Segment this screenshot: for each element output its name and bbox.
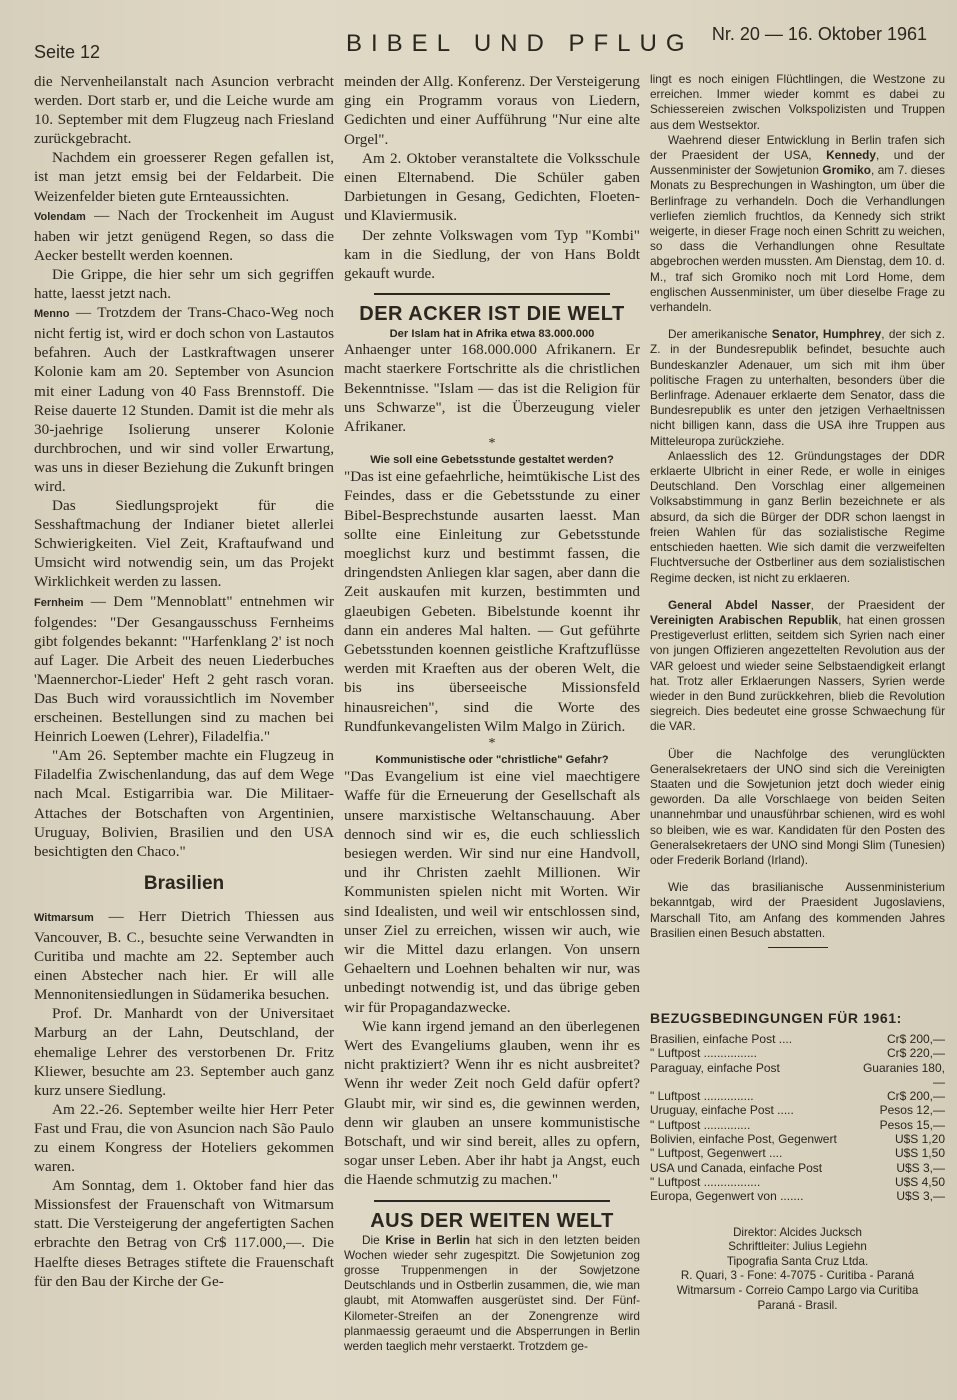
price-label: " Luftpost ............... [650,1089,754,1104]
article-text [34,907,334,1004]
article-text: , der Praesident der [810,597,945,612]
place-label: Volendam [34,210,86,223]
imprint-line: Witmarsum - Correio Campo Largo via Curitiba [676,1283,919,1297]
place-label: Menno [34,308,70,321]
page-number: Seite 12 [34,42,101,62]
column-3 [650,72,945,1313]
price-row [650,1089,945,1103]
imprint-line: R. Quari, 3 - Fone: 4-7075 - Curitiba - Paraná [680,1269,915,1283]
imprint-line: Direktor: Alcides Jucksch [733,1225,862,1239]
article-text [650,327,945,449]
article-text: hat sich in den letzten beiden Wochen wieder sehr zugespitzt. Die Sowjetunion zog grosse Truppenmengen in der Sowjetzone Deutschlands und in Ostberlin zusammen, die, wie man glaubt, mit Atomwaffen ausgerüstet sind. Der Fünf-Kilometer-Streifen an der Zonengrenze wird planmaessig geraeumt und die Absperrungen in Berlin werden taeglich mehr verstaerkt. Trotzdem ge- [344,1232,641,1353]
spacer [650,948,945,1010]
price-label: " Luftpost .............. [650,1117,751,1132]
price-row [650,1046,945,1060]
price-label: " Luftpost ................ [650,1046,757,1061]
section-heading: Brasilien [143,872,225,894]
article-text: Nachdem ein groesserer Regen gefallen ist, ist man jetzt emsig bei der Feldarbeit. Die Weizenfelder bieten gute Ernteaussichten. [34,149,334,205]
column-1 [34,72,334,1291]
article-text: Wie kann irgend jemand an den überlegenen Wert des Evangeliums glauben, wenn ihr es nicht praktiziert? Wenn ihr es nicht ausbreitet? Wenn ihr weder Zeit noch Geld dafür opfert? Glaubt mir, wir sind es, die gewinnen werden, denn wir glauben an unsere kommunistische Botschaft, und wir sind bereit, alles zu opfern, sogar unser Leben. Aber ihr habt ja Angst, euch die Haende schmutzig zu machen." [344,1017,640,1189]
price-row [650,1118,945,1132]
article-text: — Herr Dietrich Thiessen aus Vancouver, B. C., besuchte seine Verwandten in Curitiba und machte am 22. September auch einen Abstecher nach hier. Er will alle Mennonitensiedlungen in Südamerika besuchen. [34,907,334,1004]
article-text: "Am 26. September machte ein Flugzeug in Filadelfia Zwischenlandung, das auf dem Wege nach Mcal. Estigarribia war. Die Militaer-Attaches der Botschaften von Argentinien, Uruguay, Bolivien, Brasilien und den USA besichtigten den Chaco." [34,747,334,860]
article-text: Das Siedlungsprojekt für die Sesshaftmachung der Indianer bietet allerlei Schwierigkeiten. Viel Zeit, Kraftaufwand und Umsicht wird notwendig sein, um das Projekt Wirklichkeit werden zu lassen. [34,497,334,591]
article-text: Anhaenger unter 168.000.000 Afrikanern. Er macht staerkere Fortschritte als die christlichen Bekenntnisse. "Islam — das ist die Religion für uns Schwarze", ist die Überzeugung vieler Afrikaner. [344,341,640,436]
article-text: Am 2. Oktober veranstaltete die Volksschule einen Elternabend. Die Schüler gaben Darbietungen in Gesang, Gedichten, Floeten- und Klaviermusik. [344,149,640,225]
article-text: , hat einen grossen Prestigeverlust erlitten, seitdem sich Syrien nach einer von jungen Offizieren angezettelten Revolution aus der VAR geloest und wieder seine Selbstaendigkeit erlangt hat. Trotz aller Erklaerungen Nassers, Syrien werde wieder in den Bund zurückkehren, blieb die Revolution siegreich. Dies bedeutet eine grosse Schwaechung für die VAR. [650,612,945,734]
imprint-line: Schriftleiter: Julius Legiehn [728,1240,867,1254]
column-2 [344,72,640,1354]
price-value: Cr$ 220,— [886,1046,945,1061]
price-value: Pesos 15,— [879,1117,945,1132]
article-text: Anlaesslich des 12. Gründungstages der DDR erklaerte Ulbricht in einer Rede, er wolle in einiges Deutschland. Den Vorschlag einer allgemeinen Volksabstimmung in ganz Berlin bezeichnete er als absurd, da sich die Bürger der DDR schon laengst in freien Wahlen für das sozialistische Regime entschieden haetten. Wie sich damit die verzweifelten Fluchtversuche der Ostberliner aus dem sozialistischen Regime decken, ist nicht zu erklaeren. [650,448,945,585]
article-text: Am Sonntag, dem 1. Oktober fand hier das Missionsfest der Frauenschaft von Witmarsum statt. Die Versteigerung der angefertigten Sachen erbrachte den Betrag von Cr$ 117.000,—. Die Haelfte dieses Betrages stiftete die Frauenschaft für den Bau der Kirche der Ge- [34,1177,334,1290]
price-row [650,1146,945,1160]
article-text: Der zehnte Volkswagen vom Typ "Kombi" kam in die Siedlung, der von Hans Boldt gekauft wurde. [344,226,640,283]
price-row [650,1061,945,1090]
price-value: Guaranies 180,— [862,1060,945,1089]
price-row [650,1161,945,1175]
article-text: — Nach der Trockenheit im August haben wir jetzt genügend Regen, so dass die Aecker bestellt werden koennen. [34,206,334,264]
price-row [650,1189,945,1203]
imprint-line: Tipografia Santa Cruz Ltda. [726,1254,869,1268]
heading-text: AUS DER WEITEN WELT [370,1209,614,1232]
article-text [34,592,334,747]
article-text: Die Grippe, die hier sehr um sich gegriffen hatte, laesst jetzt nach. [34,265,334,303]
masthead [34,24,927,64]
price-label: " Luftpost ................. [650,1174,761,1189]
issue-date: Nr. 20 — 16. Oktober 1961 [711,24,927,44]
price-value: Cr$ 200,— [886,1089,945,1104]
highlight: Senator, Humphrey [771,327,882,342]
article-text: Prof. Dr. Manhardt von der Universitaet Marburg an der Lahn, Deutschland, der ehemalige Lehrer des verstorbenen Dr. Fritz Kliewer, besuchte am 23. September auch ganz kurz unsere Siedlung. [34,1005,334,1099]
publication-title: BIBEL UND PFLUG [346,30,694,57]
article-text: "Das Evangelium ist eine viel maechtigere Waffe für die Erneuerung der Gesellschaft als unsere marxistische Weltanschauung. Aber dennoch sind wir es, die euch schliesslich besiegen werden. Wir sind nur eine Handvoll, und ihr Christen zaehlt Millionen. Wir Kommunisten spielen nicht mit Worten. Wir sind Idealisten, und weil wir entschlossen sind, unser Ziel zu erreichen, wissen wir auch, wie wir die Mittel dazu erlangen. Von unsern Gehaeltern und Loehnen behalten wir nur, was unbedingt notwendig ist, und das übrige geben wir für Propagandazwecke. [344,768,640,1016]
article-text: — Dem "Mennoblatt" entnehmen wir folgendes: "Der Gesangausschuss Fernheims gibt folgendes bekannt: "'Harfenklang 2' ist noch auf Lager. Die Arbeit des neuen Liederbuches 'Maennerchor-Lieder' Heft 2 geht rasch voran. Das Buch wird voraussichtlich im November erscheinen. Bestellungen sind zu machen bei Heinrich Loewen (Lehrer), Filadelfia." [34,592,334,746]
article-text: , und der Aussenminister der Sowjetunion [650,148,945,178]
place-label: Fernheim [34,596,84,609]
place-label: Witmarsum [34,911,94,924]
price-label: Brasilien, einfache Post .... [650,1031,793,1046]
article-text [650,133,945,315]
article-text: die Nervenheilanstalt nach Asuncion verbracht werden. Dort starb er, und die Leiche wurde am 10. September mit dem Flugzeug nach Friesland zurückgebracht. [34,73,334,148]
article-text: , der sich z. Z. in der Bundesrepublik befindet, besuchte auch Bundeskanzler Adenauer, um sich mit ihm über politische Fragen zu unterhalten, besonders über die Berlinfrage. Adenauer erklaerte dem Senator, dass die Bundesrepublik es unter den jetzigen Verhaeltnissen nicht billigen kann, dass die USA ihre Truppen aus Mitteleuropa zurückziehe. [650,327,945,448]
imprint-line: Paraná - Brasil. [757,1298,838,1312]
highlight: General Abdel Nasser [668,597,811,612]
price-value: U$S 3,— [896,1160,945,1175]
subheading: Wie soll eine Gebetsstunde gestaltet werden? [370,454,614,467]
price-label: " Luftpost, Gegenwert .... [650,1146,783,1161]
article-text: Am 22.-26. September weilte hier Herr Peter Fast und Frau, die von Asuncion nach São Paulo zu einem Kongress der Hoteliers gekommen waren. [34,1100,334,1176]
price-list [650,1032,945,1204]
section-heading [370,1200,614,1233]
spacer [650,586,945,598]
highlight: Kennedy [826,148,876,163]
article-text: lingt es noch einigen Flüchtlingen, die Westzone zu erreichen. Immer wieder kommt es dabei zu Schiessereien zwischen Volkspolizisten und Truppen aus dem Westsektor. [650,72,945,132]
highlight: Vereinigten Arabischen Republik [650,612,839,627]
price-value: U$S 3,— [896,1189,945,1204]
spacer [650,868,945,880]
price-row [650,1175,945,1189]
price-label: Europa, Gegenwert von ....... [650,1189,804,1204]
price-value: U$S 1,50 [894,1146,945,1161]
article-text: Wie das brasilianische Aussenministerium bekanntgab, wird der Praesident Jugoslaviens, Marschall Tito, am Anfang des kommenden Jahres Brasilien einen Besuch abstatten. [650,880,945,940]
highlight: Gromiko [822,163,871,178]
article-text: Die [362,1232,386,1247]
article-text: Der amerikanische [668,327,772,342]
article-text: "Das ist eine gefaehrliche, heimtükische List des Feindes, dass er die Gebetsstunde zu einer Bibel-Besprechstunde ausarten laesst. Man sollte eine Einleitung zur Gebetsstunde moeglichst kurz und bestimmt fassen, die dringendsten Anliegen klar sagen, aber dann die Zeit auskaufen mit kurzen, bestimmten und glaeubigen Gebeten. Bibelstunde koennt ihr dann ein anderes Mal halten. — Gut geführte Gebetsstunden koennen geistliche Kraftzuflüsse werden mit Kraeften aus der oberen Welt, die bis ins überseeische Missionsfeld hinausreichen", sind die Worte des Rundfunkevangelisten Wilm Malgo in Zürich. [344,468,640,735]
price-row [650,1032,945,1046]
price-row [650,1103,945,1117]
section-heading [359,293,625,326]
spacer [650,315,945,327]
price-value: U$S 4,50 [894,1174,945,1189]
subheading: Der Islam hat in Afrika etwa 83.000.000 [389,328,595,341]
subscription-heading: BEZUGSBEDINGUNGEN FÜR 1961: [650,1009,902,1026]
price-value: U$S 1,20 [894,1132,945,1147]
price-row [650,1132,945,1146]
article-text: Über die Nachfolge des verunglückten Generalsekretaers der UNO sind sich die Vereinigten Staaten und die Sowjetunion jetzt doch wieder einig geworden. Da alle Vorschlaege von beiden Seiten unannehmbar und unausführbar schienen, wird es wohl so bleiben, wie es war. Kandidaten für den Posten des Generalsekretaers der UNO sind Mongi Slim (Tunesien) oder Frederik Borland (Irland). [650,746,945,867]
separator-star: * [488,736,496,752]
highlight: Krise in Berlin [385,1232,470,1247]
article-text [650,598,945,735]
spacer [650,735,945,747]
price-value: Cr$ 200,— [886,1031,945,1046]
price-value: Pesos 12,— [879,1103,945,1118]
article-text [34,206,334,265]
article-text: meinden der Allg. Konferenz. Der Versteigerung ging ein Programm voraus von Liedern, Gedichten und einer Aufführung "Nur eine alte Orgel". [344,73,640,148]
separator-star: * [488,436,496,452]
price-label: USA und Canada, einfache Post [650,1160,823,1175]
price-label: Paraguay, einfache Post [650,1060,780,1075]
imprint [650,1226,945,1314]
heading-text: DER ACKER IST DIE WELT [359,303,625,326]
price-label: Uruguay, einfache Post ..... [650,1103,794,1118]
article-text: , am 7. dieses Monats zu Besprechungen in Washington, um über die Berlinfrage zu verhandeln. Doch die Verhandlungen verliefen ziemlich fruchtlos, da Kennedy sich strikt weigerte, in dieser Frage noch einen Schritt zu weichen, so dass die Verhandlungen ohne Resultate abgebrochen werden mussten. Am Dienstag, dem 10. d. M., traf sich Gromiko noch mit Lord Home, dem englischen Aussenminister, um über dieselbe Frage zu verhandeln. [650,163,945,315]
price-label: Bolivien, einfache Post, Gegenwert [650,1132,837,1147]
article-text: — Trotzdem der Trans-Chaco-Weg noch nicht fertig ist, wird er doch schon von Lastautos befahren. Auch der Lastkraftwagen unserer Kolonie kam am 20. September von Asuncion mit einer Ladung von 40 Fass Brennstoff. Die Reise dauerte 12 Stunden. Damit ist die mehr als 30-jaehrige Isolierung unserer Kolonie durchbrochen, und wir sind voller Erwartung, was uns in dieser Beziehung die Zukunft bringen wird. [34,304,334,495]
subheading: Kommunistische oder "christliche" Gefahr? [375,754,609,767]
article-text [34,303,334,496]
article-text [344,1233,640,1355]
article-text: Waehrend dieser Entwicklung in Berlin trafen sich der Praesident der USA, [650,132,945,163]
